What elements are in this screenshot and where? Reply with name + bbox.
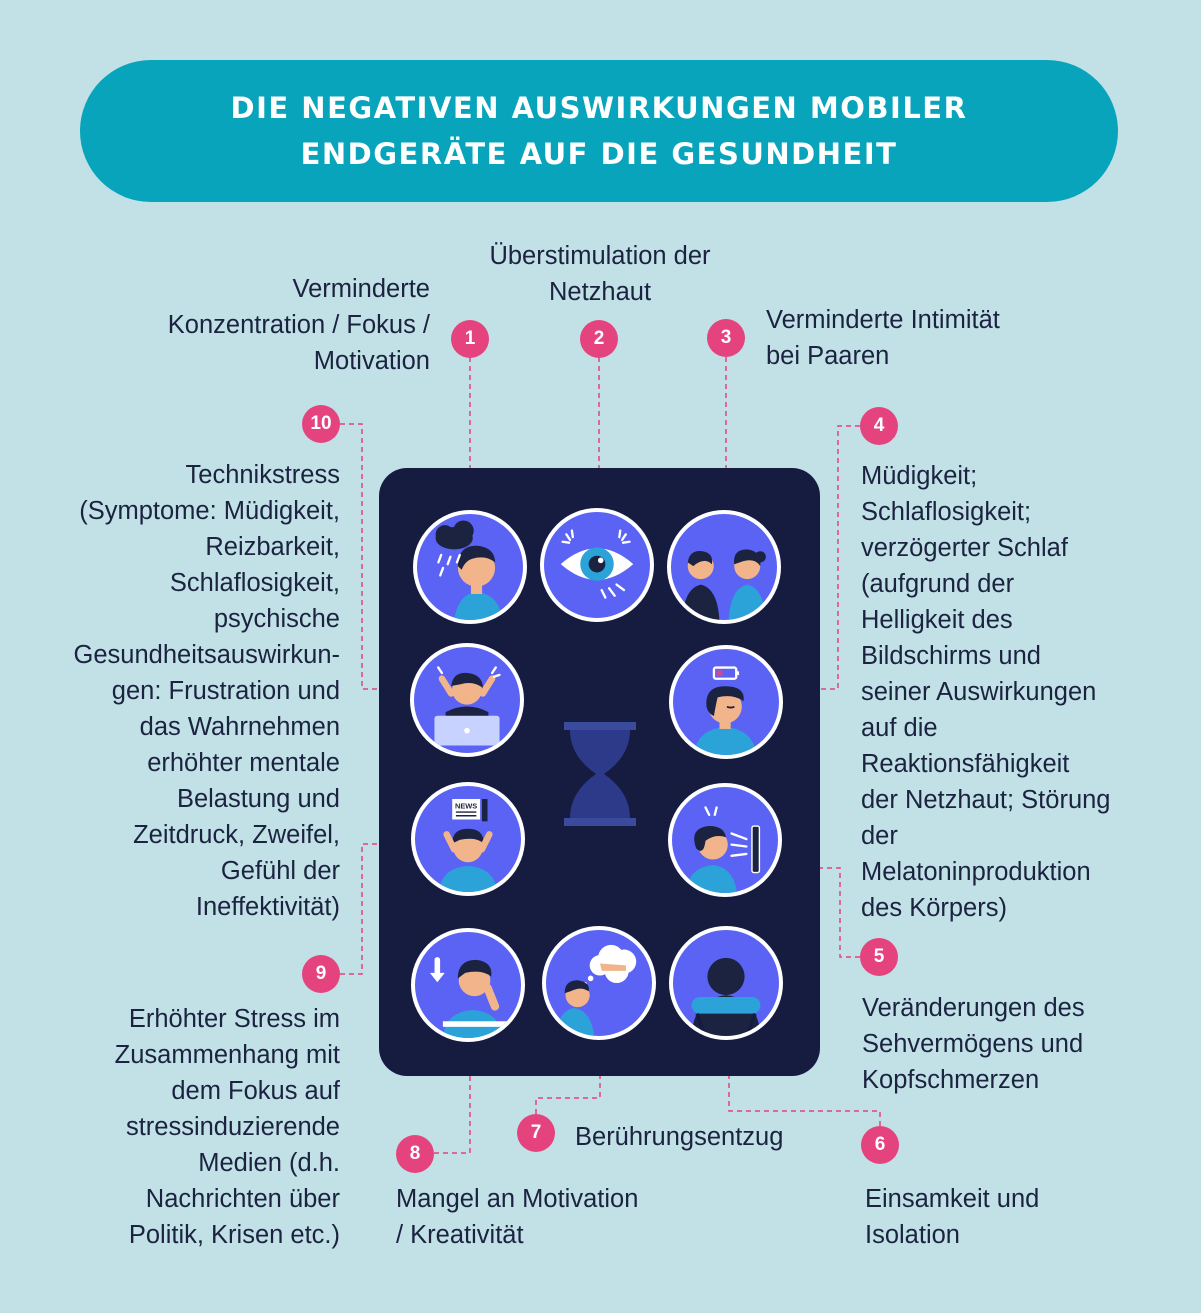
- label-5: Veränderungen des Sehvermögens und Kopfschmerzen: [862, 994, 1085, 1094]
- low-battery-tired-icon: [669, 645, 783, 759]
- label-2: Überstimulation der Netzhaut: [489, 242, 711, 306]
- label-6: Einsamkeit und Isolation: [865, 1185, 1040, 1249]
- bored-down-arrow-icon: [411, 928, 525, 1042]
- badge-2: 2: [580, 320, 618, 358]
- badge-7: 7: [517, 1114, 555, 1152]
- label-8: Mangel an Motivation / Kreativität: [396, 1185, 639, 1249]
- label-1: Verminderte Konzentration / Fokus / Motivation: [167, 275, 430, 375]
- badge-6: 6: [861, 1126, 899, 1164]
- hand-touch-bubble-icon: [542, 926, 656, 1040]
- label-9: Erhöhter Stress im Zusammenhang mit dem Fokus auf stressinduzierende Medien (d.h. Nachrichten über Politik, Krisen etc.): [114, 1005, 340, 1249]
- badge-9: 9: [302, 955, 340, 993]
- label-7: Berührungsentzug: [575, 1123, 784, 1151]
- news-stress-icon: [411, 782, 525, 896]
- head-down-alone-icon: [669, 926, 783, 1040]
- badge-4: 4: [860, 407, 898, 445]
- eye-icon: [540, 508, 654, 622]
- laptop-frustration-icon: [410, 643, 524, 757]
- label-4: Müdigkeit; Schlaflosigkeit; verzögerter Schlaf (aufgrund der Helligkeit des Bildschirms und seiner Auswirkungen auf die Reaktionsfähigkeit der Netzhaut; Störung der Melatoninproduktion des Körpers): [861, 462, 1111, 922]
- badge-1: 1: [451, 320, 489, 358]
- couple-turned-away-icon: [667, 510, 781, 624]
- badge-5: 5: [860, 938, 898, 976]
- hourglass-icon: [560, 720, 640, 828]
- label-3: Verminderte Intimität bei Paaren: [766, 306, 1000, 370]
- badge-3: 3: [707, 319, 745, 357]
- title-line-1: DIE NEGATIVEN AUSWIRKUNGEN MOBILER: [230, 91, 968, 125]
- label-10: Technikstress (Symptome: Müdigkeit, Reizbarkeit, Schlaflosigkeit, psychische Gesundheitsauswirkun- gen: Frustration und das Wahrnehmen erhöhter mentale Belastung und Zeitdruck, Zweifel, Gefühl der Ineffektivität): [73, 461, 340, 921]
- phone-glare-icon: [668, 783, 782, 897]
- svg-text:NEWS: NEWS: [454, 801, 478, 811]
- badge-8: 8: [396, 1135, 434, 1173]
- badge-10: 10: [302, 405, 340, 443]
- title-line-2: ENDGERÄTE AUF DIE GESUNDHEIT: [300, 137, 898, 171]
- rain-cloud-head-icon: [413, 510, 527, 624]
